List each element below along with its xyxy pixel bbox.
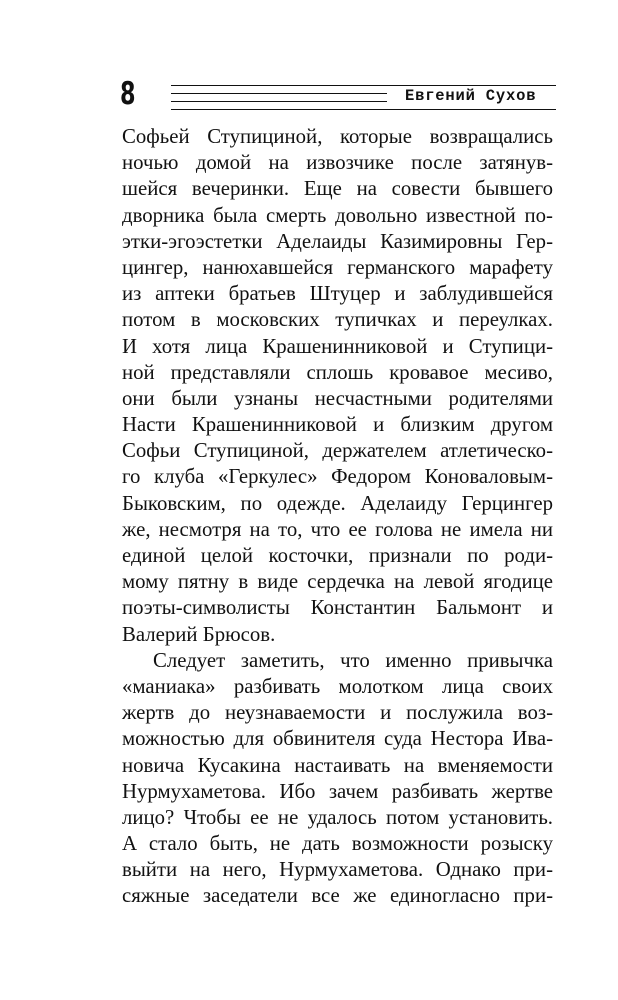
text-line: выйти на него, Нурмухаметова. Однако при- <box>122 858 553 882</box>
text-line: этки-эгоэстетки Аделаиды Казимировны Гер- <box>122 229 553 253</box>
text-line: Насти Крашенинниковой и близким другом <box>122 413 553 437</box>
text-line: из аптеки братьев Штуцер и заблудившейся <box>122 282 553 306</box>
text-line: они были узнаны несчастными родителями <box>122 386 553 410</box>
text-line: Следует заметить, что именно привычка <box>153 648 553 672</box>
text-line: новича Кусакина настаивать на вменяемости <box>122 753 553 777</box>
text-line: лицо? Чтобы ее не удалось потом установить. <box>122 805 553 829</box>
text-line: И хотя лица Крашенинниковой и Ступици- <box>122 334 553 358</box>
text-line: го клуба «Геркулес» Федором Коноваловым- <box>122 465 553 489</box>
text-line: ной представляли сплошь кровавое месиво, <box>122 360 553 384</box>
header-rule <box>171 109 556 110</box>
text-line: цингер, нанюхавшейся германского марафету <box>122 255 553 279</box>
header-rule <box>171 93 387 94</box>
running-header <box>120 76 560 113</box>
text-line: жертв до неузнаваемости и послужила воз- <box>122 701 553 725</box>
text-line: сяжные заседатели все же единогласно при- <box>122 884 553 908</box>
text-line: шейся вечеринки. Еще на совести бывшего <box>122 177 553 201</box>
text-line: Быковским, по одежде. Аделаиду Герцингер <box>122 491 553 515</box>
header-rule <box>171 101 387 102</box>
text-line: Софьей Ступициной, которые возвращались <box>122 125 553 148</box>
page-number: 8 <box>120 76 135 112</box>
text-line: поэты-символисты Константин Бальмонт и <box>122 596 553 620</box>
text-line: Валерий Брюсов. <box>122 622 276 646</box>
text-line: можностью для обвинителя суда Нестора Ива- <box>122 727 553 751</box>
text-line: ночью домой на извозчике после затянув- <box>122 151 553 175</box>
text-line: мому пятну в виде сердечка на левой ягодице <box>122 570 553 594</box>
body-text <box>122 124 553 910</box>
text-line: Софьи Ступициной, держателем атлетическо- <box>122 439 553 463</box>
text-line: же, несмотря на то, что ее голова не имела ни <box>122 517 553 541</box>
author-name: Евгений Сухов <box>405 87 537 105</box>
text-line: потом в московских тупичках и переулках. <box>122 308 553 332</box>
text-line: А стало быть, не дать возможности розыску <box>122 832 553 856</box>
text-line: дворника была смерть довольно известной по- <box>122 203 553 227</box>
text-line: Нурмухаметова. Ибо зачем разбивать жертве <box>122 779 553 803</box>
text-line: «маниака» разбивать молотком лица своих <box>122 674 553 698</box>
text-line: единой целой косточки, признали по роди- <box>122 544 553 567</box>
header-rule <box>171 85 556 86</box>
